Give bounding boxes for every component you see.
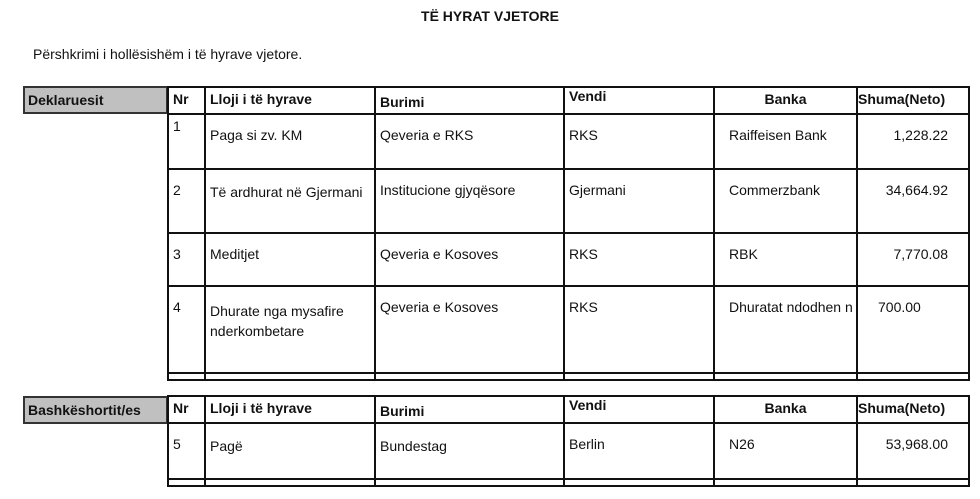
section-label-bashkeshortit: Bashkëshortit/es [23,396,168,424]
table-header-row [168,87,969,114]
col-header-shuma: Shuma(Neto) [857,87,969,114]
col-header-shuma: Shuma(Neto) [857,396,969,423]
income-table-deklaruesit [167,86,970,381]
cell-banka: RBK [714,233,857,286]
cell-lloji: Pagë [205,423,375,479]
col-header-nr: Nr [168,87,205,114]
page-title: TË HYRAT VJETORE [421,8,559,24]
cell-banka: N26 [714,423,857,479]
col-header-banka: Banka [714,396,857,423]
cell-vendi: RKS [564,233,714,286]
cell-nr: 3 [168,233,205,286]
cell-vendi: RKS [564,286,714,373]
cell-lloji: Meditjet [205,233,375,286]
cell-lloji: Paga si zv. KM [205,114,375,169]
cell-nr: 4 [168,286,205,373]
table-header-row [168,396,969,423]
cell-shuma: 7,770.08 [857,233,969,286]
table-row [168,423,969,479]
table-footer-row [168,373,969,380]
cell-burimi: Qeveria e Kosoves [375,233,564,286]
col-header-vendi: Vendi [564,87,714,114]
table-row [168,286,969,373]
section-label-deklaruesit: Deklaruesit [23,86,168,114]
cell-vendi: RKS [564,114,714,169]
cell-nr: 1 [168,114,205,169]
table-row [168,114,969,169]
cell-burimi: Institucione gjyqësore [375,169,564,233]
page-subtitle: Përshkrimi i hollësishëm i të hyrave vjetore. [33,46,303,62]
cell-vendi: Gjermani [564,169,714,233]
table-footer-row [168,479,969,486]
cell-burimi: Qeveria e Kosoves [375,286,564,373]
col-header-lloji: Lloji i të hyrave [205,87,375,114]
table-row [168,169,969,233]
col-header-burimi: Burimi [375,396,564,423]
cell-nr: 5 [168,423,205,479]
col-header-lloji: Lloji i të hyrave [205,396,375,423]
cell-banka: Raiffeisen Bank [714,114,857,169]
cell-banka: Commerzbank [714,169,857,233]
cell-lloji: Dhurate nga mysafire nderkombetare [205,286,375,373]
cell-vendi: Berlin [564,423,714,479]
income-table-bashkeshortit [167,395,970,487]
col-header-banka: Banka [714,87,857,114]
cell-nr: 2 [168,169,205,233]
cell-shuma: 700.00 [857,286,969,373]
cell-shuma: 34,664.92 [857,169,969,233]
col-header-burimi: Burimi [375,87,564,114]
cell-shuma: 1,228.22 [857,114,969,169]
cell-banka: Dhuratat ndodhen n [714,286,857,373]
cell-lloji: Të ardhurat në Gjermani [205,169,375,233]
col-header-nr: Nr [168,396,205,423]
table-row [168,233,969,286]
cell-burimi: Bundestag [375,423,564,479]
cell-burimi: Qeveria e RKS [375,114,564,169]
cell-shuma: 53,968.00 [857,423,969,479]
col-header-vendi: Vendi [564,396,714,423]
